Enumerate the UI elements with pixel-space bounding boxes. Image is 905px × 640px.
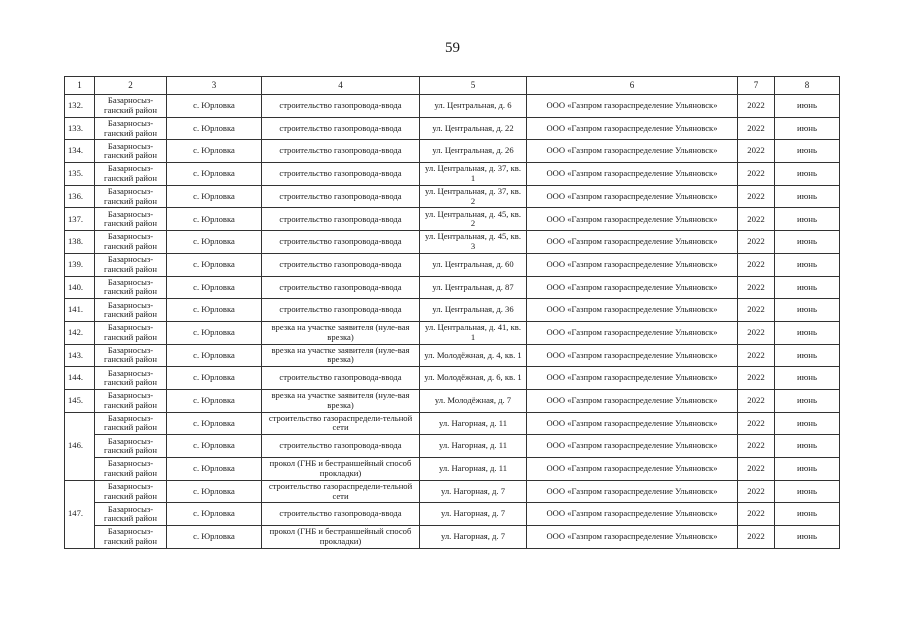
year-cell: 2022 [738,321,775,344]
month-cell: июнь [775,276,840,299]
place-cell: с. Юрловка [167,480,262,503]
month-cell: июнь [775,367,840,390]
table-row [65,435,840,458]
row-number-cell: 146. [65,412,95,480]
place-cell: с. Юрловка [167,526,262,549]
table-row [65,208,840,231]
place-cell: с. Юрловка [167,321,262,344]
place-cell: с. Юрловка [167,412,262,435]
district-cell: Базарносыз-ганский район [95,367,167,390]
work-cell: строительство газораспредели-тельной сети [262,480,420,503]
year-cell: 2022 [738,253,775,276]
organization-cell: ООО «Газпром газораспределение Ульяновск» [527,435,738,458]
table-row [65,458,840,481]
month-cell: июнь [775,253,840,276]
row-number-cell: 137. [65,208,95,231]
table-row [65,276,840,299]
row-number-cell: 147. [65,480,95,548]
table-row [65,503,840,526]
year-cell: 2022 [738,185,775,208]
address-cell: ул. Центральная, д. 37, кв. 2 [420,185,527,208]
organization-cell: ООО «Газпром газораспределение Ульяновск» [527,163,738,186]
year-cell: 2022 [738,367,775,390]
month-cell: июнь [775,117,840,140]
table-row [65,117,840,140]
place-cell: с. Юрловка [167,208,262,231]
organization-cell: ООО «Газпром газораспределение Ульяновск» [527,389,738,412]
month-cell: июнь [775,503,840,526]
year-cell: 2022 [738,435,775,458]
work-cell: прокол (ГНБ и бестраншейный способ прокладки) [262,526,420,549]
row-number-cell: 135. [65,163,95,186]
place-cell: с. Юрловка [167,299,262,322]
organization-cell: ООО «Газпром газораспределение Ульяновск» [527,299,738,322]
work-cell: врезка на участке заявителя (нуле-вая врезка) [262,321,420,344]
work-cell: строительство газопровода-ввода [262,435,420,458]
address-cell: ул. Центральная, д. 87 [420,276,527,299]
year-cell: 2022 [738,480,775,503]
district-cell: Базарносыз-ганский район [95,208,167,231]
row-number-cell: 136. [65,185,95,208]
table-row [65,480,840,503]
organization-cell: ООО «Газпром газораспределение Ульяновск» [527,412,738,435]
header-col-1: 1 [65,77,95,95]
district-cell: Базарносыз-ганский район [95,276,167,299]
page-number: 59 [445,40,460,56]
organization-cell: ООО «Газпром газораспределение Ульяновск» [527,253,738,276]
place-cell: с. Юрловка [167,367,262,390]
year-cell: 2022 [738,117,775,140]
row-number-cell: 138. [65,231,95,254]
header-col-3: 3 [167,77,262,95]
work-cell: строительство газопровода-ввода [262,185,420,208]
header-col-8: 8 [775,77,840,95]
organization-cell: ООО «Газпром газораспределение Ульяновск» [527,367,738,390]
month-cell: июнь [775,208,840,231]
organization-cell: ООО «Газпром газораспределение Ульяновск» [527,480,738,503]
table-row [65,344,840,367]
header-col-7: 7 [738,77,775,95]
organization-cell: ООО «Газпром газораспределение Ульяновск» [527,140,738,163]
header-col-2: 2 [95,77,167,95]
district-cell: Базарносыз-ганский район [95,140,167,163]
work-cell: строительство газопровода-ввода [262,503,420,526]
address-cell: ул. Нагорная, д. 11 [420,412,527,435]
address-cell: ул. Нагорная, д. 7 [420,503,527,526]
address-cell: ул. Центральная, д. 60 [420,253,527,276]
organization-cell: ООО «Газпром газораспределение Ульяновск» [527,185,738,208]
organization-cell: ООО «Газпром газораспределение Ульяновск» [527,208,738,231]
year-cell: 2022 [738,163,775,186]
row-number-cell: 132. [65,95,95,118]
work-cell: строительство газопровода-ввода [262,117,420,140]
address-cell: ул. Нагорная, д. 7 [420,480,527,503]
year-cell: 2022 [738,208,775,231]
organization-cell: ООО «Газпром газораспределение Ульяновск» [527,526,738,549]
table-row [65,95,840,118]
address-cell: ул. Центральная, д. 36 [420,299,527,322]
organization-cell: ООО «Газпром газораспределение Ульяновск» [527,344,738,367]
month-cell: июнь [775,412,840,435]
header-col-5: 5 [420,77,527,95]
row-number-cell: 141. [65,299,95,322]
year-cell: 2022 [738,503,775,526]
address-cell: ул. Центральная, д. 45, кв. 2 [420,208,527,231]
place-cell: с. Юрловка [167,435,262,458]
row-number-cell: 133. [65,117,95,140]
data-table [64,76,840,549]
month-cell: июнь [775,231,840,254]
month-cell: июнь [775,458,840,481]
row-number-cell: 145. [65,389,95,412]
organization-cell: ООО «Газпром газораспределение Ульяновск» [527,503,738,526]
table-row [65,389,840,412]
month-cell: июнь [775,344,840,367]
district-cell: Базарносыз-ганский район [95,95,167,118]
table-row [65,185,840,208]
address-cell: ул. Центральная, д. 6 [420,95,527,118]
work-cell: строительство газораспредели-тельной сети [262,412,420,435]
month-cell: июнь [775,299,840,322]
district-cell: Базарносыз-ганский район [95,163,167,186]
organization-cell: ООО «Газпром газораспределение Ульяновск» [527,231,738,254]
table-body [65,95,840,549]
district-cell: Базарносыз-ганский район [95,412,167,435]
address-cell: ул. Нагорная, д. 11 [420,435,527,458]
address-cell: ул. Центральная, д. 45, кв. 3 [420,231,527,254]
district-cell: Базарносыз-ганский район [95,185,167,208]
district-cell: Базарносыз-ганский район [95,480,167,503]
month-cell: июнь [775,435,840,458]
district-cell: Базарносыз-ганский район [95,231,167,254]
row-number-cell: 142. [65,321,95,344]
address-cell: ул. Центральная, д. 26 [420,140,527,163]
district-cell: Базарносыз-ганский район [95,389,167,412]
district-cell: Базарносыз-ганский район [95,321,167,344]
row-number-cell: 144. [65,367,95,390]
table-row [65,321,840,344]
month-cell: июнь [775,321,840,344]
district-cell: Базарносыз-ганский район [95,458,167,481]
address-cell: ул. Молодёжная, д. 6, кв. 1 [420,367,527,390]
month-cell: июнь [775,163,840,186]
table-row [65,526,840,549]
work-cell: строительство газопровода-ввода [262,163,420,186]
district-cell: Базарносыз-ганский район [95,435,167,458]
table-row [65,253,840,276]
header-col-4: 4 [262,77,420,95]
table-row [65,231,840,254]
year-cell: 2022 [738,389,775,412]
month-cell: июнь [775,389,840,412]
place-cell: с. Юрловка [167,117,262,140]
place-cell: с. Юрловка [167,276,262,299]
district-cell: Базарносыз-ганский район [95,526,167,549]
place-cell: с. Юрловка [167,95,262,118]
table-row [65,367,840,390]
address-cell: ул. Молодёжная, д. 7 [420,389,527,412]
place-cell: с. Юрловка [167,458,262,481]
row-number-cell: 143. [65,344,95,367]
district-cell: Базарносыз-ганский район [95,503,167,526]
work-cell: прокол (ГНБ и бестраншейный способ прокладки) [262,458,420,481]
header-row [65,77,840,95]
month-cell: июнь [775,140,840,163]
work-cell: врезка на участке заявителя (нуле-вая врезка) [262,344,420,367]
organization-cell: ООО «Газпром газораспределение Ульяновск» [527,276,738,299]
month-cell: июнь [775,185,840,208]
year-cell: 2022 [738,231,775,254]
district-cell: Базарносыз-ганский район [95,253,167,276]
address-cell: ул. Центральная, д. 41, кв. 1 [420,321,527,344]
place-cell: с. Юрловка [167,185,262,208]
row-number-cell: 134. [65,140,95,163]
organization-cell: ООО «Газпром газораспределение Ульяновск» [527,321,738,344]
work-cell: строительство газопровода-ввода [262,276,420,299]
month-cell: июнь [775,526,840,549]
place-cell: с. Юрловка [167,503,262,526]
district-cell: Базарносыз-ганский район [95,117,167,140]
year-cell: 2022 [738,140,775,163]
year-cell: 2022 [738,276,775,299]
table-row [65,140,840,163]
work-cell: строительство газопровода-ввода [262,299,420,322]
work-cell: врезка на участке заявителя (нуле-вая врезка) [262,389,420,412]
year-cell: 2022 [738,526,775,549]
row-number-cell: 139. [65,253,95,276]
district-cell: Базарносыз-ганский район [95,299,167,322]
year-cell: 2022 [738,412,775,435]
table-row [65,412,840,435]
address-cell: ул. Нагорная, д. 7 [420,526,527,549]
address-cell: ул. Нагорная, д. 11 [420,458,527,481]
address-cell: ул. Центральная, д. 22 [420,117,527,140]
month-cell: июнь [775,480,840,503]
place-cell: с. Юрловка [167,389,262,412]
year-cell: 2022 [738,344,775,367]
work-cell: строительство газопровода-ввода [262,367,420,390]
header-col-6: 6 [527,77,738,95]
address-cell: ул. Молодёжная, д. 4, кв. 1 [420,344,527,367]
work-cell: строительство газопровода-ввода [262,140,420,163]
organization-cell: ООО «Газпром газораспределение Ульяновск» [527,117,738,140]
district-cell: Базарносыз-ганский район [95,344,167,367]
table-row [65,299,840,322]
place-cell: с. Юрловка [167,163,262,186]
organization-cell: ООО «Газпром газораспределение Ульяновск» [527,458,738,481]
work-cell: строительство газопровода-ввода [262,253,420,276]
year-cell: 2022 [738,458,775,481]
year-cell: 2022 [738,299,775,322]
place-cell: с. Юрловка [167,344,262,367]
address-cell: ул. Центральная, д. 37, кв. 1 [420,163,527,186]
organization-cell: ООО «Газпром газораспределение Ульяновск» [527,95,738,118]
year-cell: 2022 [738,95,775,118]
place-cell: с. Юрловка [167,140,262,163]
work-cell: строительство газопровода-ввода [262,95,420,118]
month-cell: июнь [775,95,840,118]
table-row [65,163,840,186]
work-cell: строительство газопровода-ввода [262,231,420,254]
place-cell: с. Юрловка [167,231,262,254]
place-cell: с. Юрловка [167,253,262,276]
work-cell: строительство газопровода-ввода [262,208,420,231]
row-number-cell: 140. [65,276,95,299]
